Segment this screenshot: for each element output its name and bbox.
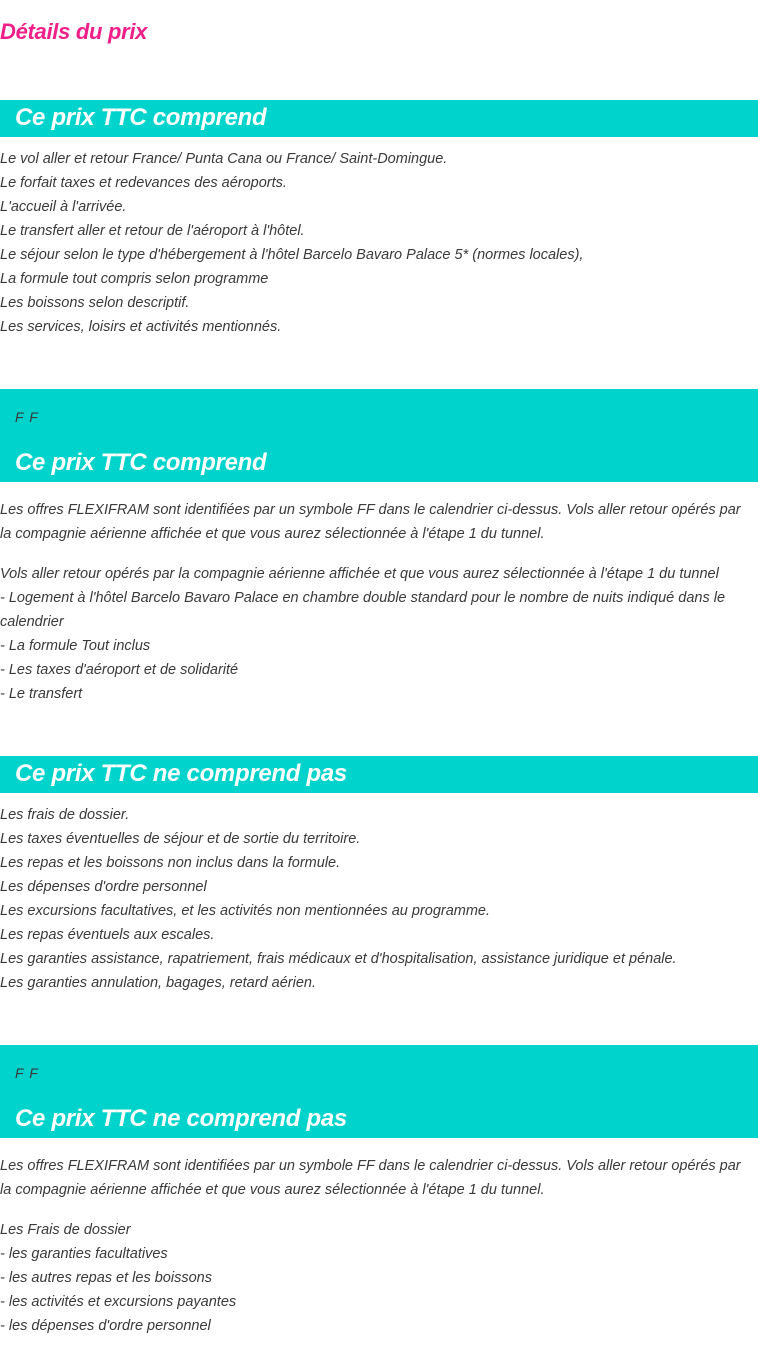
- list-item: Les garanties annulation, bagages, retard aérien.: [0, 975, 316, 991]
- list-item: Les boissons selon descriptif.: [0, 295, 190, 311]
- list-item: - les dépenses d'ordre personnel: [0, 1318, 211, 1334]
- section-header-flexifram-excludes: [0, 1045, 758, 1138]
- flexifram-includes-list: [0, 562, 725, 706]
- list-item: Les Frais de dossier: [0, 1222, 131, 1238]
- excludes-list: [0, 803, 677, 995]
- flexifram-intro: Les offres FLEXIFRAM sont identifiées par un symbole FF dans le calendrier ci-dessus. Vols aller retour opérés par la compagnie aérienne affichée et que vous aurez sélectionnée à l'étape 1 du tunnel.: [0, 502, 741, 542]
- page-title: Détails du prix: [0, 19, 148, 44]
- list-item: Les repas éventuels aux escales.: [0, 927, 215, 943]
- section-header-flexifram-includes: [0, 389, 758, 482]
- list-item: L'accueil à l'arrivée.: [0, 199, 127, 215]
- list-item: La formule tout compris selon programme: [0, 271, 269, 287]
- section-title: Ce prix TTC comprend: [15, 104, 267, 131]
- list-item: - Le transfert: [0, 686, 83, 702]
- list-item: Le forfait taxes et redevances des aéroports.: [0, 175, 287, 191]
- list-item: Les dépenses d'ordre personnel: [0, 879, 207, 895]
- list-item: - les activités et excursions payantes: [0, 1294, 237, 1310]
- list-item: Le séjour selon le type d'hébergement à l'hôtel Barcelo Bavaro Palace 5* (normes locales),: [0, 247, 584, 263]
- list-item: Les frais de dossier.: [0, 807, 130, 823]
- list-item: Le transfert aller et retour de l'aéroport à l'hôtel.: [0, 223, 305, 239]
- list-item: Les excursions facultatives, et les activités non mentionnées au programme.: [0, 903, 491, 919]
- section-title: Ce prix TTC comprend: [15, 449, 267, 476]
- section-header-includes: [0, 100, 758, 137]
- list-item: - les garanties facultatives: [0, 1246, 168, 1262]
- list-item: - Les taxes d'aéroport et de solidarité: [0, 662, 239, 678]
- ff-symbol: F F: [15, 409, 39, 425]
- flexifram-excludes-list: [0, 1218, 236, 1338]
- list-item: Les garanties assistance, rapatriement, frais médicaux et d'hospitalisation, assistance juridique et pénale.: [0, 951, 677, 967]
- section-header-excludes: [0, 756, 758, 793]
- list-item: - La formule Tout inclus: [0, 638, 151, 654]
- list-item: calendrier: [0, 614, 64, 630]
- list-item: - les autres repas et les boissons: [0, 1270, 212, 1286]
- ff-symbol: F F: [15, 1065, 39, 1081]
- list-item: Les repas et les boissons non inclus dans la formule.: [0, 855, 341, 871]
- list-item: Les taxes éventuelles de séjour et de sortie du territoire.: [0, 831, 361, 847]
- flexifram-intro: Les offres FLEXIFRAM sont identifiées par un symbole FF dans le calendrier ci-dessus. Vols aller retour opérés par la compagnie aérienne affichée et que vous aurez sélectionnée à l'étape 1 du tunnel.: [0, 1158, 741, 1198]
- list-item: Le vol aller et retour France/ Punta Cana ou France/ Saint-Domingue.: [0, 151, 448, 167]
- section-title: Ce prix TTC ne comprend pas: [15, 760, 347, 787]
- list-item: Vols aller retour opérés par la compagnie aérienne affichée et que vous aurez sélectionnée à l'étape 1 du tunnel: [0, 566, 719, 582]
- section-title: Ce prix TTC ne comprend pas: [15, 1105, 347, 1132]
- list-item: Les services, loisirs et activités mentionnés.: [0, 319, 282, 335]
- list-item: - Logement à l'hôtel Barcelo Bavaro Palace en chambre double standard pour le nombre de nuits indiqué dans le: [0, 590, 726, 606]
- includes-list: [0, 147, 583, 339]
